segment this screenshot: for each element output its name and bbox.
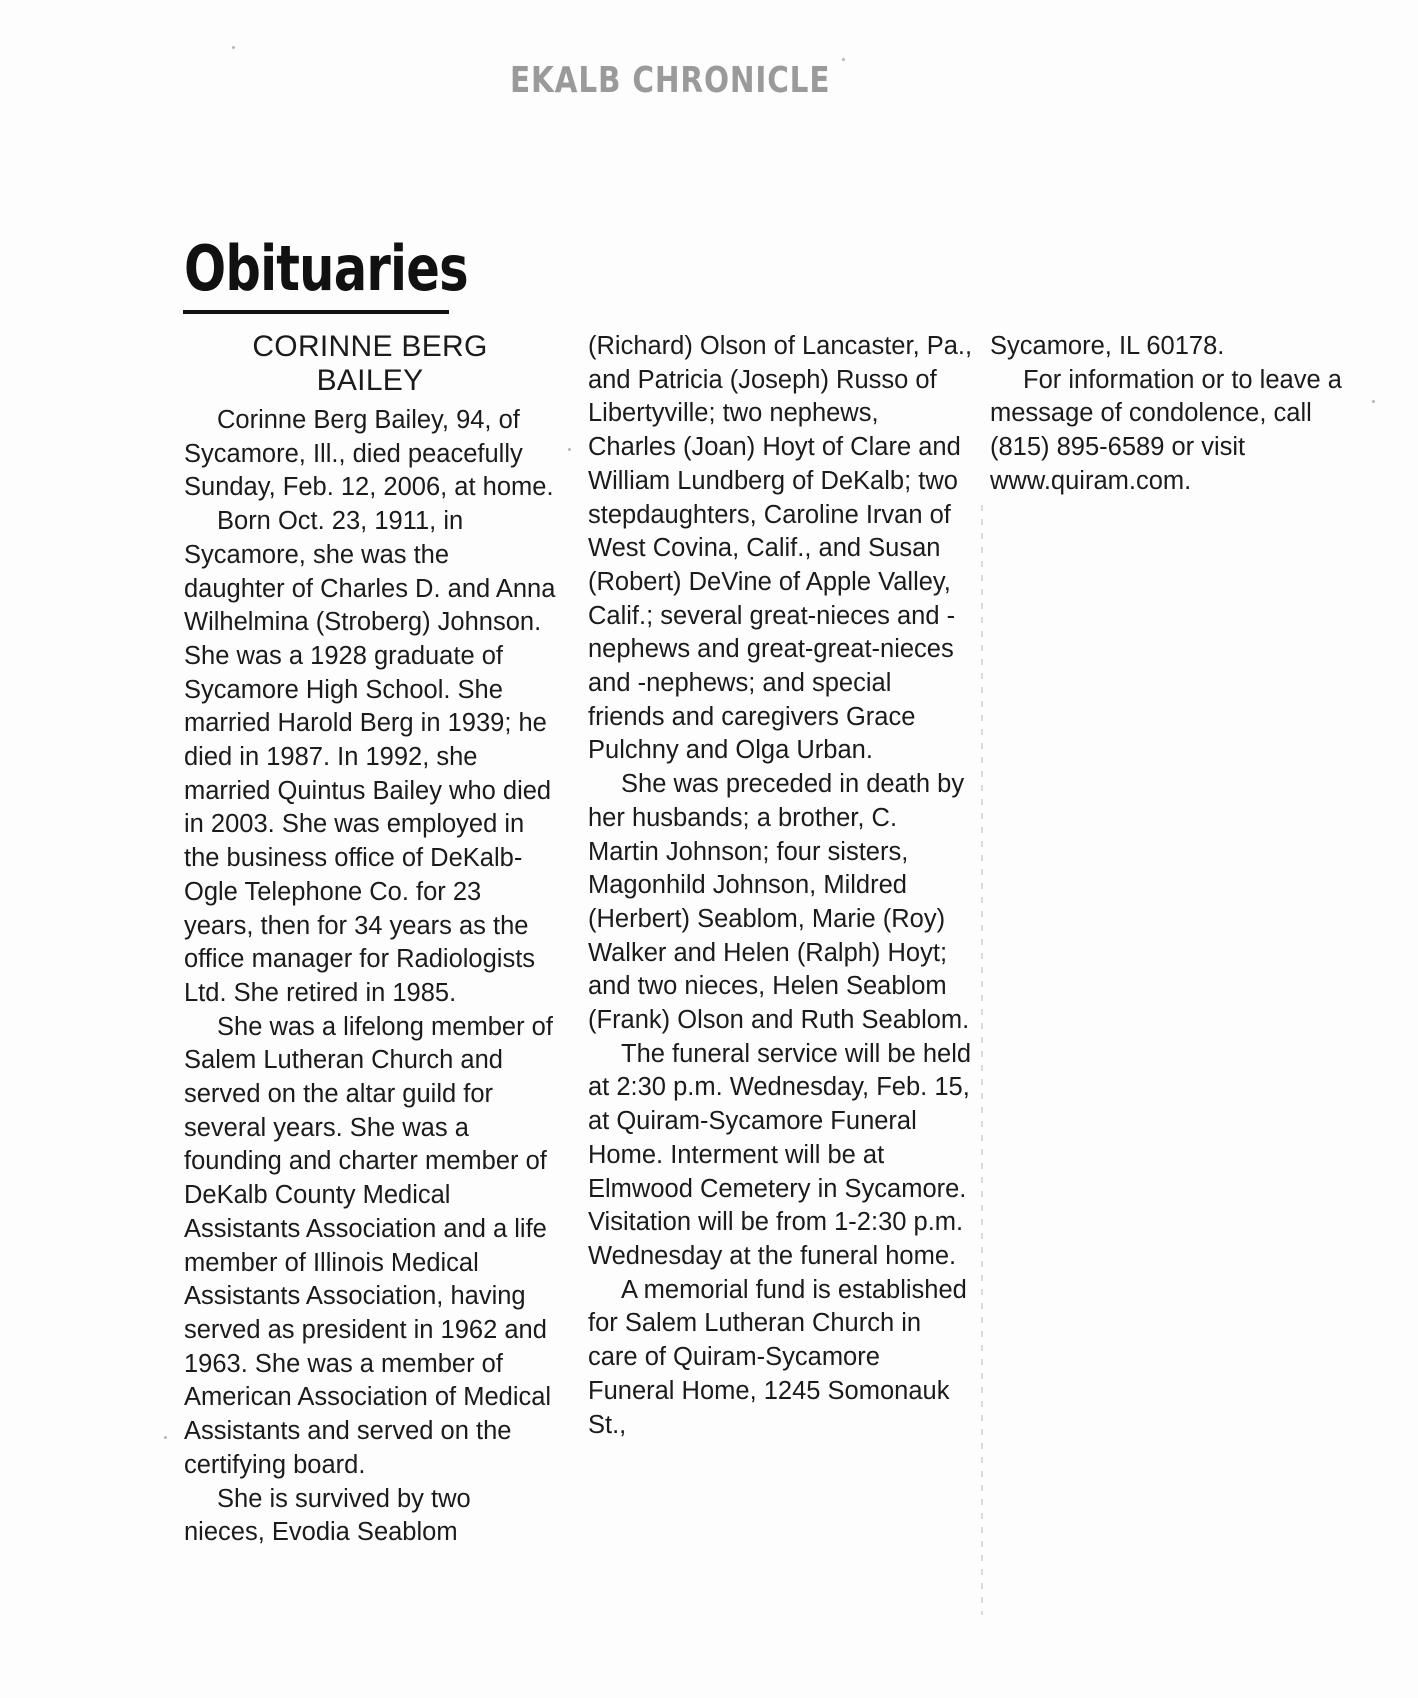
paragraph: She was preceded in death by her husbands; a brother, C. Martin Johnson; four sisters, Magonhild Johnson, Mildred (Herbert) Seablom, Marie (Roy) Walker and Helen (Ralph) Hoyt; and two nieces, Helen Seablom (Frank) Olson and Ruth Seablom. [588,770,970,1035]
paragraph: For information or to leave a message of condolence, call (815) 895-6589 or visit www.quiram.com. [990,365,1342,495]
paragraph: Corinne Berg Bailey, 94, of Sycamore, Ill., died peacefully Sunday, Feb. 12, 2006, at home. [184,406,554,502]
headline-line-1: CORINNE BERG [252,330,488,363]
column-2 [588,330,973,1442]
headline-line-2: BAILEY [316,364,424,397]
paragraph: Sycamore, IL 60178. [990,332,1225,360]
column-3 [990,330,1360,499]
scan-speck [164,1436,167,1439]
column-1-body [184,404,556,1550]
title-underline [183,310,449,314]
scan-speck [232,46,235,49]
section-title: Obituaries [184,232,468,305]
scan-fold-line [981,505,983,1615]
paragraph: Born Oct. 23, 1911, in Sycamore, she was the daughter of Charles D. and Anna Wilhelmina (Stroberg) Johnson. She was a 1928 graduate of Sycamore High School. She married Harold Berg in 1939; he died in 1987. In 1992, she married Quintus Bailey who died in 2003. She was employed in the business office of DeKalb-Ogle Telephone Co. for 23 years, then for 34 years as the office manager for Radiologists Ltd. She retired in 1985. [184,507,556,1007]
obituary-headline [184,330,556,398]
column-1 [184,330,556,1550]
scan-speck [842,58,845,61]
scan-speck [568,448,571,451]
paragraph: She was a lifelong member of Salem Lutheran Church and served on the altar guild for several years. She was a founding and charter member of DeKalb County Medical Assistants Association and a life member of Illinois Medical Assistants Association, having served as president in 1962 and 1963. She was a member of American Association of Medical Assistants and served on the certifying board. [184,1012,553,1479]
paragraph: The funeral service will be held at 2:30 p.m. Wednesday, Feb. 15, at Quiram-Sycamore Funeral Home. Interment will be at Elmwood Cemetery in Sycamore. Visitation will be from 1-2:30 p.m. Wednesday at the funeral home. [588,1039,972,1270]
scan-speck [1372,400,1375,403]
paragraph: She is survived by two nieces, Evodia Seablom [184,1484,471,1547]
newspaper-masthead: EKALB CHRONICLE [510,60,831,101]
paragraph: (Richard) Olson of Lancaster, Pa., and Patricia (Joseph) Russo of Libertyville; two nephews, Charles (Joan) Hoyt of Clare and William Lundberg of DeKalb; two stepdaughters, Caroline Irvan of West Covina, Calif., and Susan (Robert) DeVine of Apple Valley, Calif.; several great-nieces and -nephews and great-great-nieces and -nephews; and special friends and caregivers Grace Pulchny and Olga Urban. [588,332,973,765]
paragraph: A memorial fund is established for Salem Lutheran Church in care of Quiram-Sycamore Funeral Home, 1245 Somonauk St., [588,1275,967,1439]
